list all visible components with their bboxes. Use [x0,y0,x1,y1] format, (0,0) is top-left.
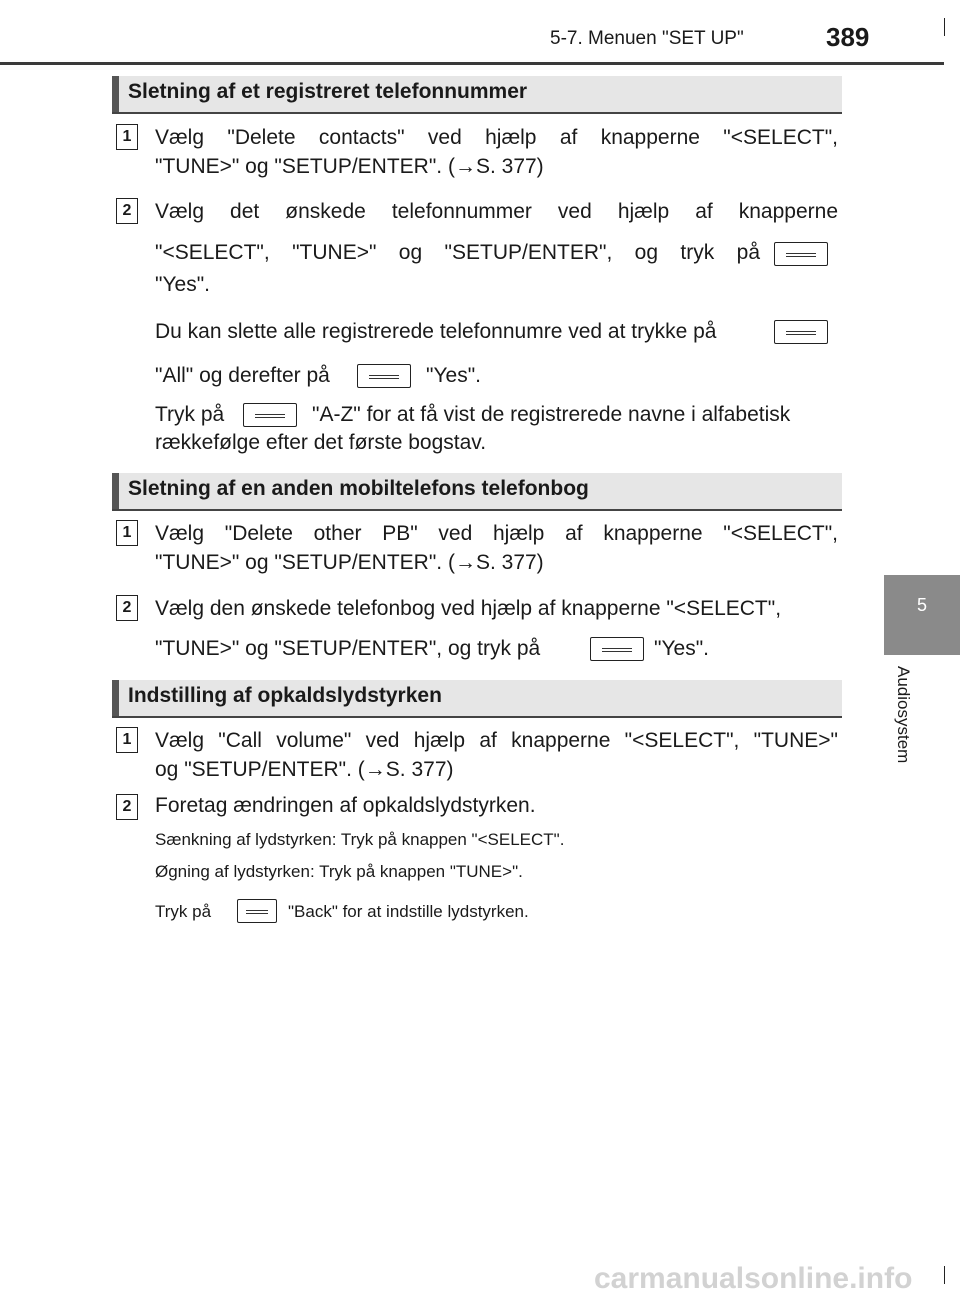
chapter-side-label [889,666,923,786]
note-text: rækkefølge efter det første bogstav. [155,431,487,454]
step-number: 1 [116,124,138,150]
step-text: "TUNE>" og "SETUP/ENTER". (→S. 377) [155,551,544,574]
note-text: "All" og derefter på [155,364,330,387]
note-text: Øgning af lydstyrken: Tryk på knappen "TUNE>". [155,862,523,881]
step-text: Foretag ændringen af opkaldslydstyrken. [155,794,536,817]
step-text: Vælg "Delete other PB" ved hjælp af knapperne "<SELECT", [155,522,838,545]
chapter-tab [884,575,960,655]
step-number: 1 [116,727,138,753]
chapter-side-label-text: Audiosystem [894,666,913,764]
note-text: "Back" for at indstille lydstyrken. [288,902,529,921]
screen-button-icon [243,403,297,427]
step-text: og "SETUP/ENTER". (→S. 377) [155,758,454,781]
step-number: 2 [116,198,138,224]
step-text: Vælg "Delete contacts" ved hjælp af knapperne "<SELECT", [155,126,838,149]
crop-mark [944,18,945,36]
note-text: Du kan slette alle registrerede telefonnumre ved at trykke på [155,320,717,343]
step-number: 1 [116,520,138,546]
screen-button-icon [357,364,411,388]
step-text: "Yes". [155,273,211,296]
page-number: 389 [826,22,870,52]
step-number: 2 [116,794,138,820]
note-text: Sænkning af lydstyrken: Tryk på knappen "<SELECT". [155,830,565,849]
watermark: carmanualsonline.info [594,1262,913,1295]
screen-button-icon [237,899,277,923]
screen-button-icon [774,242,828,266]
note-text: "Yes". [426,364,482,387]
section-heading-text: Sletning af en anden mobiltelefons telefonbog [128,477,589,500]
chapter-title: 5-7. Menuen "SET UP" [550,28,744,49]
note-text: Tryk på [155,403,225,426]
step-text: "TUNE>" og "SETUP/ENTER", og tryk på [155,637,541,660]
section-heading [112,680,842,718]
step-text: "TUNE>" og "SETUP/ENTER". (→S. 377) [155,155,544,178]
screen-button-icon [590,637,644,661]
step-number: 2 [116,595,138,621]
step-text: "Yes". [654,637,710,660]
chapter-tab-number: 5 [916,595,927,615]
step-text: Vælg den ønskede telefonbog ved hjælp af knapperne "<SELECT", [155,597,782,620]
crop-mark [944,1266,945,1284]
step-text: Vælg "Call volume" ved hjælp af knapperne "<SELECT", "TUNE>" [155,729,838,752]
note-text: Tryk på [155,902,212,921]
screen-button-icon [774,320,828,344]
step-text: Vælg det ønskede telefonnummer ved hjælp af knapperne [155,200,838,223]
section-heading-text: Indstilling af opkaldslydstyrken [128,684,442,707]
section-heading [112,473,842,511]
header-rule [0,62,944,65]
section-heading-text: Sletning af et registreret telefonnummer [128,80,528,103]
section-heading [112,76,842,114]
note-text: "A-Z" for at få vist de registrerede navne i alfabetisk [312,403,791,426]
step-text: "<SELECT", "TUNE>" og "SETUP/ENTER", og tryk på [155,241,760,264]
